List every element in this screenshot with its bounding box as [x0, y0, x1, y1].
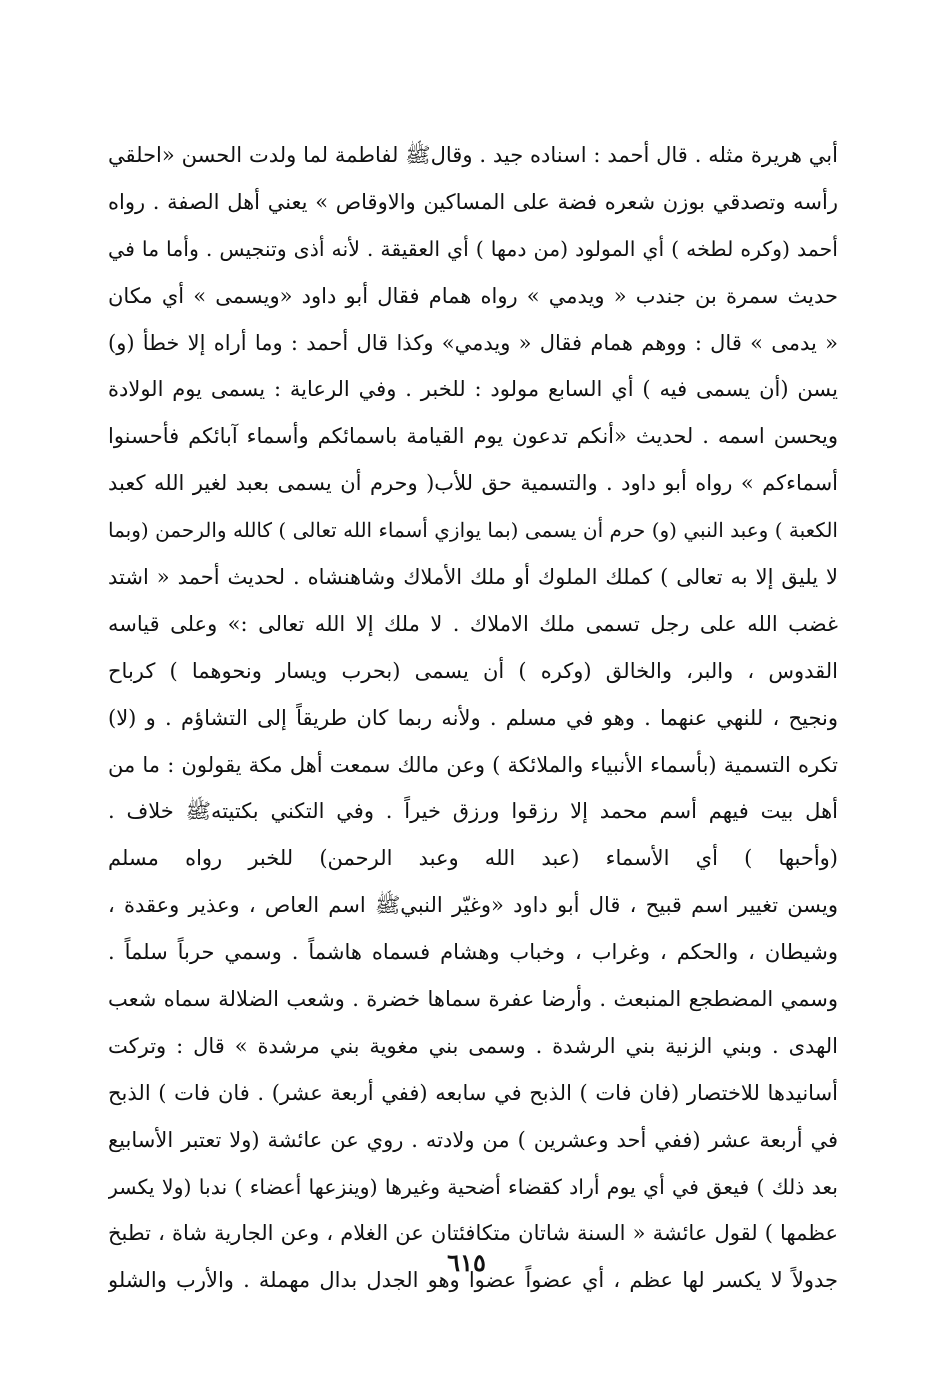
text-line: في أربعة عشر (ففي أحد وعشرين ) من ولادته . روي عن عائشة (ولا تعتبر الأسابيع	[108, 1127, 838, 1152]
text-line: أحمد (وكره لطخه ) أي المولود (من دمها ) أي العقيقة . لأنه أذى وتنجيس . وأما ما في	[108, 236, 838, 261]
text-line: لا يليق إلا به تعالى ) كملك الملوك أو ملك الأملاك وشاهنشاه . لحديث أحمد « اشتد	[108, 565, 838, 590]
text-line: ويحسن اسمه . لحديث «أنكم تدعون يوم القيامة باسمائكم وأسماء آبائكم فأحسنوا	[108, 424, 838, 449]
text-line: غضب الله على رجل تسمى ملك الاملاك . لا ملك إلا الله تعالى :» وعلى قياسه	[108, 611, 838, 636]
text-line: تكره التسمية (بأسماء الأنبياء والملائكة ) وعن مالك سمعت أهل مكة يقولون : ما من	[108, 752, 838, 777]
text-line: رأسه وتصدقي بوزن شعره فضة على المساكين والاوقاص » يعني أهل الصفة . رواه	[108, 189, 838, 214]
text-line: أسماءكم » رواه أبو داود . والتسمية حق للأب( وحرم أن يسمى بعبد لغير الله كعبد	[108, 471, 838, 496]
text-line: حديث سمرة بن جندب « ويدمي » رواه همام فقال أبو داود «ويسمى » أي مكان	[108, 283, 838, 308]
text-line: الهدى . وبني الزنية بني الرشدة . وسمى بني مغوية بني مرشدة » قال : وتركت	[108, 1033, 838, 1058]
body-text	[108, 132, 838, 1304]
text-line: الكعبة ) وعبد النبي (و) حرم أن يسمى (بما يوازي أسماء الله تعالى ) كالله والرحمن (وبما	[108, 518, 838, 543]
text-line: وشيطان ، والحكم ، وغراب ، وخباب وهشام فسماه هاشماً . وسمي حرباً سلماً .	[108, 940, 838, 965]
text-line: بعد ذلك ) فيعق في أي يوم أراد كقضاء أضحية وغيرها (وينزعها أعضاء ) ندبا (ولا يكسر	[108, 1174, 838, 1199]
text-line: ونجيح ، للنهي عنهما . وهو في مسلم . ولأنه ربما كان طريقاً إلى التشاؤم . و (لا)	[108, 705, 838, 730]
text-line: « يدمى » قال : ووهم همام فقال « ويدمي» وكذا قال أحمد : وما أراه إلا خطأ (و)	[108, 330, 838, 355]
text-line: ويسن تغيير اسم قبيح ، قال أبو داود «وغيّر النبيﷺ اسم العاص ، وعذير وعقدة ،	[108, 893, 838, 918]
text-line: جدولاً لا يكسر لها عظم ، أي عضواً عضوا وهو الجدل بدال مهملة . والأرب والشلو	[108, 1268, 838, 1293]
text-line: يسن (أن يسمى فيه ) أي السابع مولود : للخبر . وفي الرعاية : يسمى يوم الولادة	[108, 377, 838, 402]
text-line: أبي هريرة مثله . قال أحمد : اسناده جيد . وقالﷺ لفاطمة لما ولدت الحسن «احلقي	[108, 143, 838, 167]
text-line: وسمي المضطجع المنبعث . وأرضا عفرة سماها خضرة . وشعب الضلالة سماه شعب	[108, 987, 838, 1012]
text-line: القدوس ، والبر، والخالق (وكره ) أن يسمى (بحرب ويسار ونحوهما ) كرباح	[108, 658, 838, 683]
text-line: عظمها ) لقول عائشة « السنة شاتان متكافئتان عن الغلام ، وعن الجارية شاة ، تطبخ	[108, 1221, 838, 1246]
text-line: أهل بيت فيهم أسم محمد إلا رزقوا ورزق خيراً . وفي التكني بكتيتهﷺ خلاف .	[108, 799, 838, 824]
text-line: أسانيدها للاختصار (فان فات ) الذبح في سابعه (ففي أربعة عشر) . فان فات ) الذبح	[108, 1080, 838, 1105]
page-number: ٦١٥	[447, 1248, 486, 1277]
text-line: (وأحبها ) أي الأسماء (عبد الله وعبد الرحمن) للخبر رواه مسلم	[108, 846, 838, 871]
